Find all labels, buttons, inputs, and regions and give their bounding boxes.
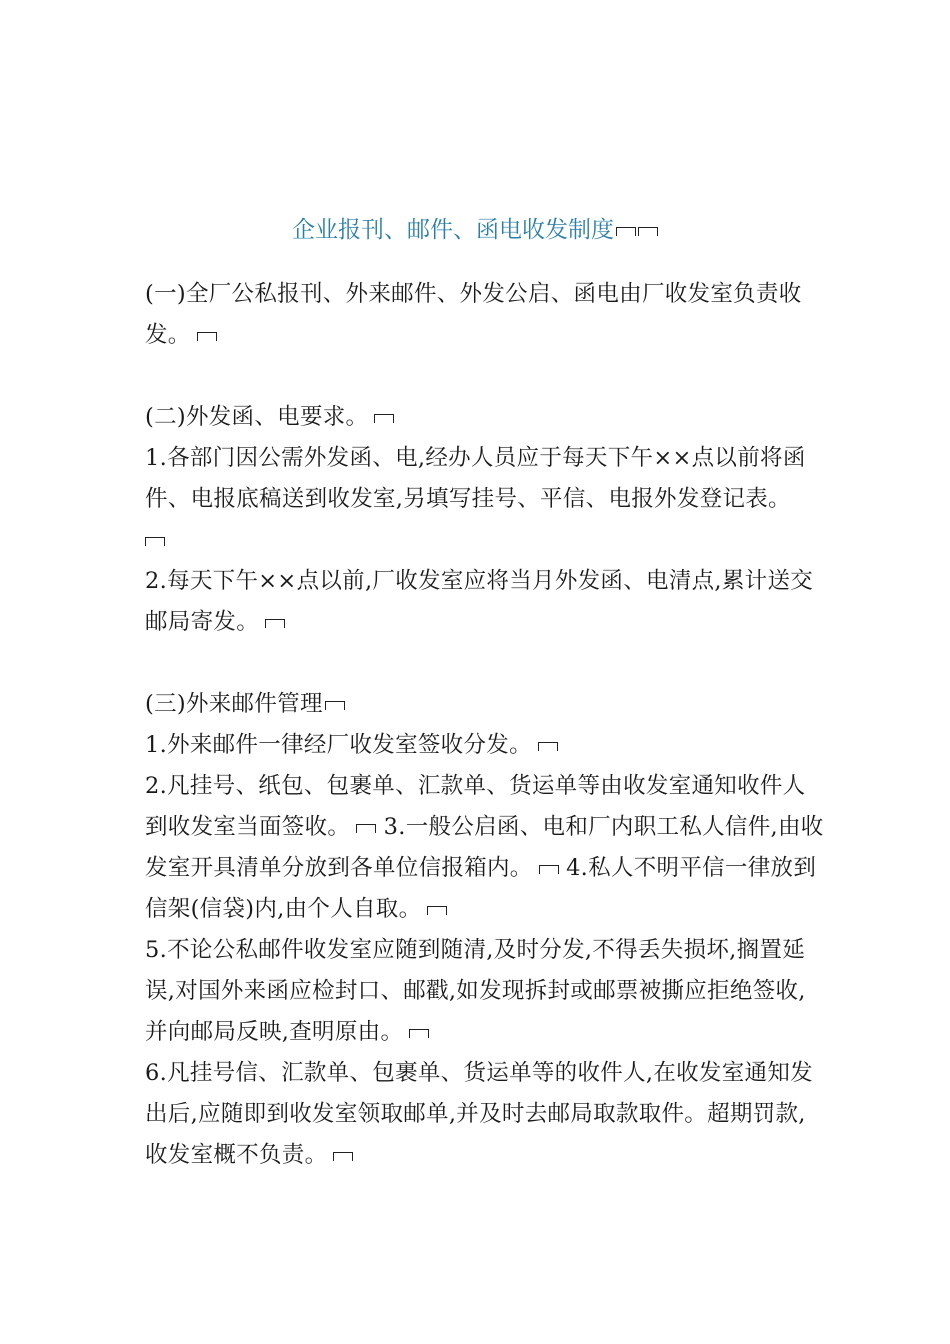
section-3-item-1: 1.外来邮件一律经厂收发室签收分发。 [145, 732, 532, 758]
list-item [145, 561, 825, 643]
blank-line [145, 643, 825, 684]
document-body [145, 274, 825, 1176]
paragraph-mark-icon [265, 619, 285, 628]
section-3-item-2: 2.凡挂号、纸包、包裹单、汇款单、货运单等由收发室通知收件人到收发室当面签收。 [145, 773, 806, 840]
section-3-item-6: 6.凡挂号信、汇款单、包裹单、货运单等的收件人,在收发室通知发出后,应随即到收发室领取邮单,并及时去邮局取款取件。超期罚款,收发室概不负责。 [145, 1060, 813, 1168]
paragraph-mark-icon [409, 1029, 429, 1038]
section-2-heading-text: (二)外发函、电要求。 [145, 404, 369, 430]
paragraph-mark-icon [197, 332, 217, 341]
paragraph-mark-icon [616, 227, 636, 236]
section-3-item-4: 4.私人不明平信一律放到信架(信袋)内,由个人自取。 [145, 855, 817, 922]
blank-line [145, 356, 825, 397]
section-1-heading [145, 274, 825, 356]
section-2-item-1: 1.各部门因公需外发函、电,经办人员应于每天下午××点以前将函件、电报底稿送到收发室,另填写挂号、平信、电报外发登记表。 [145, 445, 806, 512]
paragraph-mark-icon [539, 865, 559, 874]
section-2-item-2: 2.每天下午××点以前,厂收发室应将当月外发函、电清点,累计送交邮局寄发。 [145, 568, 814, 635]
paragraph-mark-icon [638, 227, 658, 236]
paragraph-mark-icon [356, 824, 376, 833]
section-3-item-3: 3.一般公启函、电和厂内职工私人信件,由收发室开具清单分放到各单位信报箱内。 [145, 814, 824, 881]
paragraph-mark-icon [538, 742, 558, 751]
list-item [145, 725, 825, 766]
paragraph-mark-icon [374, 414, 394, 423]
document-title [0, 210, 950, 250]
section-3-heading-text: (三)外来邮件管理 [145, 691, 323, 717]
section-1-heading-text: (一)全厂公私报刊、外来邮件、外发公启、函电由厂收发室负责收发。 [145, 281, 802, 348]
section-3-heading [145, 684, 825, 725]
title-text: 企业报刊、邮件、函电收发制度 [292, 217, 614, 243]
paragraph-mark-icon [427, 906, 447, 915]
section-2-heading [145, 397, 825, 438]
section-3-item-5: 5.不论公私邮件收发室应随到随清,及时分发,不得丢失损坏,搁置延误,对国外来函应检封口、邮戳,如发现拆封或邮票被撕应拒绝签收,并向邮局反映,查明原由。 [145, 937, 806, 1045]
list-item [145, 930, 825, 1053]
list-item [145, 1053, 825, 1176]
paragraph-mark-icon [325, 701, 345, 710]
paragraph-mark-icon [333, 1152, 353, 1161]
list-item [145, 766, 825, 930]
list-item [145, 438, 825, 561]
paragraph-mark-icon [145, 537, 165, 546]
